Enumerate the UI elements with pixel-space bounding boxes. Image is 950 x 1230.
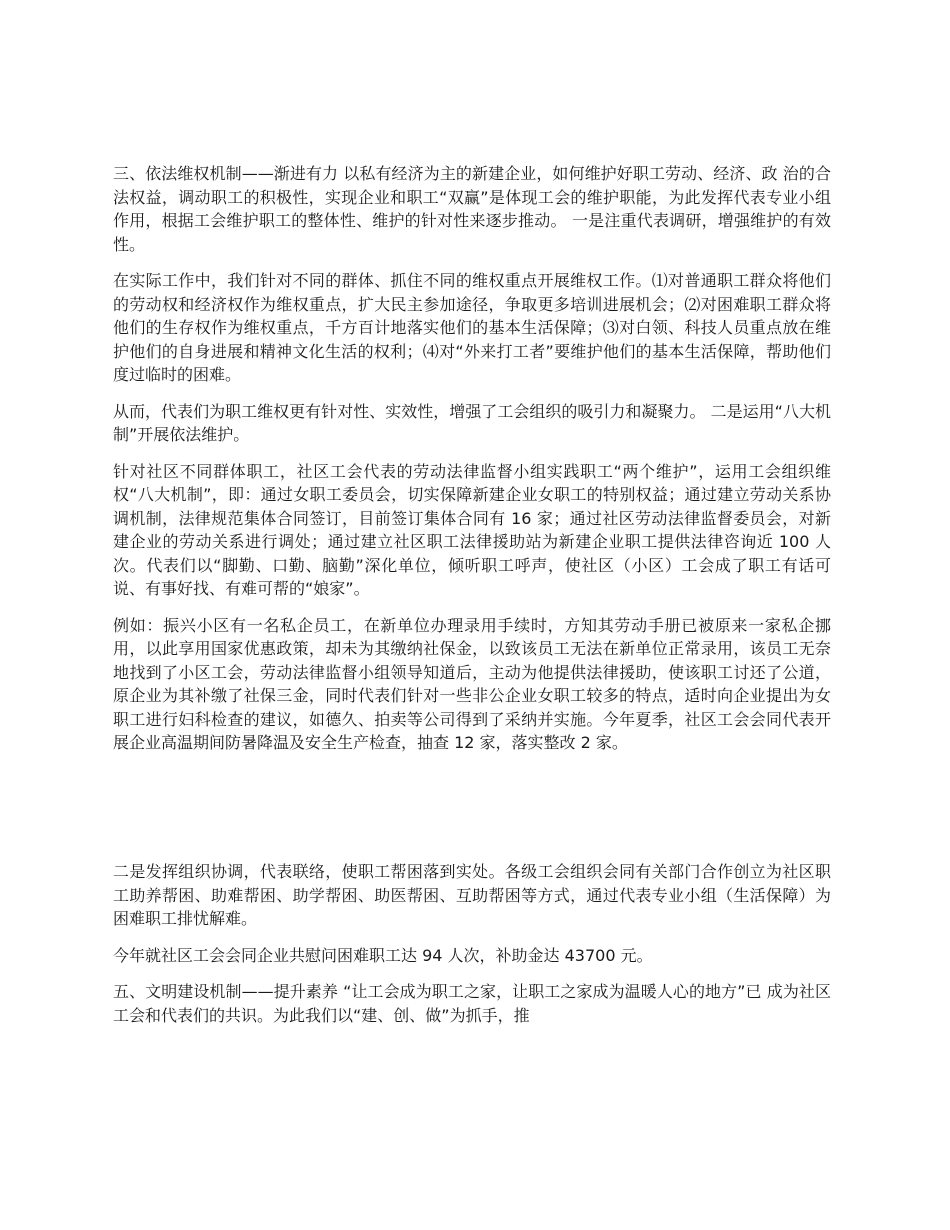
- paragraph-civilization-mechanism: 五、文明建设机制——提升素养 “让工会成为职工之家，让职工之家成为温暖人心的地方”已 成为社区工会和代表们的共识。为此我们以“建、创、做”为抓手，推: [113, 982, 831, 1025]
- paragraph-example-case: 例如：振兴小区有一名私企员工，在新单位办理录用手续时，方知其劳动手册已被原来一家私企挪用，以此享用国家优惠政策，却未为其缴纳社保金，以致该员工无法在新单位正常录用，该员工无奈地找到了小区工会，劳动法律监督小组领导知道后，主动为他提供法律援助，使该职工讨还了公道，原企业为其补缴了社保三金，同时代表们针对一些非公企业女职工较多的特点，适时向企业提出为女职工进行妇科检查的建议，如德久、拍卖等公司得到了采纳并实施。今年夏季，社区工会会同代表开展企业高温期间防暑降温及安全生产检查，抽查 12 家，落实整改 2 家。: [113, 615, 831, 752]
- paragraph-eight-mechanisms: 针对社区不同群体职工，社区工会代表的劳动法律监督小组实践职工“两个维护”，运用工会组织维权“八大机制”，即：通过女职工委员会，切实保障新建企业女职工的特别权益；通过建立劳动关系协调机制，法律规范集体合同签订，目前签订集体合同有 16 家；通过社区劳动法律监督委员会，对新建企业的劳动关系进行调处；通过建立社区职工法律援助站为新建企业职工提供法律咨询近 100 人次。代表们以“脚勤、口勤、脑勤”深化单位，倾听职工呼声，使社区（小区）工会成了职工有话可说、有事好找、有难可帮的“娘家”。: [113, 461, 831, 598]
- paragraph-relief-stats: 今年就社区工会会同企业共慰问困难职工达 94 人次，补助金达 43700 元。: [113, 945, 653, 965]
- paragraph-targeted-rights: 从而，代表们为职工维权更有针对性、实效性，增强了工会组织的吸引力和凝聚力。 二是运用“八大机制”开展依法维护。: [113, 401, 831, 444]
- paragraph-coordination: 二是发挥组织协调，代表联络，使职工帮困落到实处。各级工会组织会同有关部门合作创立为社区职工助养帮困、助难帮困、助学帮困、助医帮困、互助帮困等方式，通过代表专业小组（生活保障）为困难职工排忧解难。: [113, 862, 831, 928]
- text-block-top: [113, 162, 831, 768]
- paragraph-rights-mechanism: 三、依法维权机制——渐进有力 以私有经济为主的新建企业，如何维护好职工劳动、经济、政 治的合法权益，调动职工的积极性，实现企业和职工“双赢”是体现工会的维护职能，为此发挥代表专业小组作用，根据工会维护职工的整体性、维护的针对性来逐步推动。 一是注重代表调研，增强维护的有效性。: [113, 164, 831, 254]
- paragraph-practical-work: 在实际工作中，我们针对不同的群体、抓住不同的维权重点开展维权工作。⑴对普通职工群众将他们的劳动权和经济权作为维权重点，扩大民主参加途径，争取更多培训进展机会；⑵对困难职工群众将他们的生存权作为维权重点，千方百计地落实他们的基本生活保障；⑶对白领、科技人员重点放在维护他们的自身进展和精神文化生活的权利；⑷对“外来打工者”要维护他们的基本生活保障，帮助他们度过临时的困难。: [113, 271, 831, 384]
- text-block-bottom: [113, 860, 831, 1040]
